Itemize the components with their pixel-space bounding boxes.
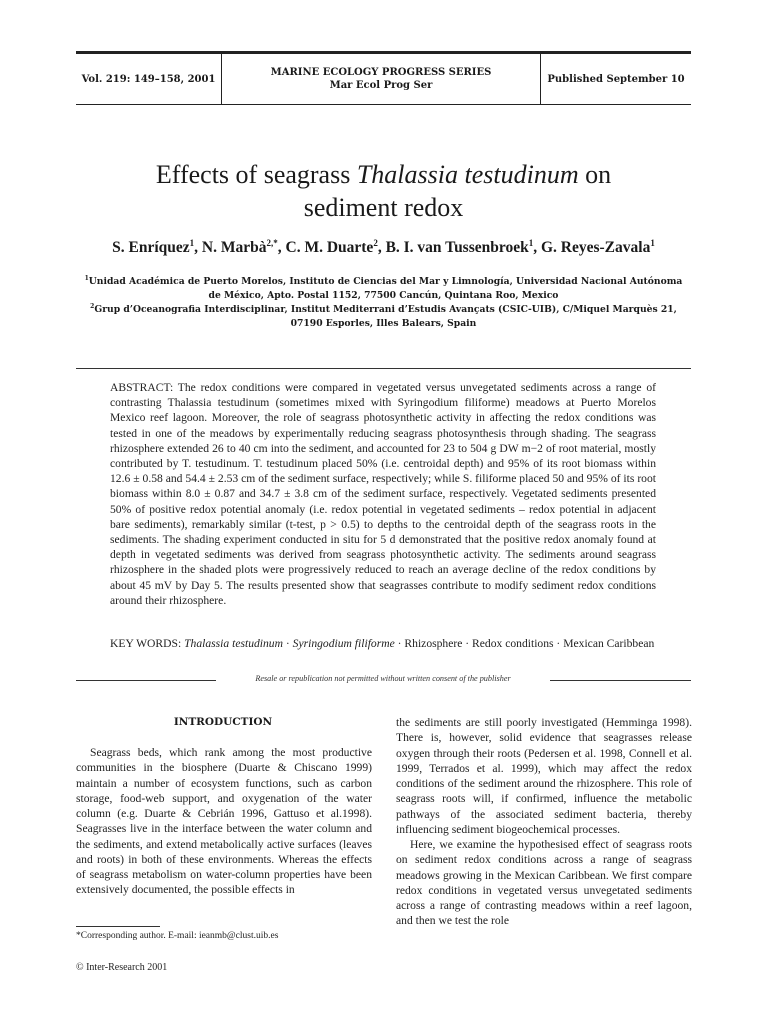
footnote-rule: [76, 926, 160, 927]
title-line-2: sediment redox: [303, 193, 464, 222]
resale-rule-right: [550, 680, 691, 681]
keyword: Syringodium filiforme: [292, 637, 395, 650]
resale-rule-left: [76, 680, 216, 681]
corresponding-author-footnote: *Corresponding author. E-mail: ieanmb@clust.uib.es: [76, 931, 279, 941]
publish-date: Published September 10: [547, 73, 685, 85]
article-title: [76, 158, 691, 224]
keywords: KEY WORDS: Thalassia testudinum · Syringodium filiforme · Rhizosphere · Redox conditions · Mexican Caribbean: [110, 637, 655, 650]
section-heading-introduction: INTRODUCTION: [173, 716, 273, 728]
intro-paragraph-2: the sediments are still poorly investigated (Hemminga 1998). There is, however, solid evidence that seagrasses release oxygen through their roots (Pedersen et al. 1998, Connell et al. 1999, Terrados et al. 1999), which may affect the redox conditions of the sediment around the rhizosphere. This role of seagrass roots will, if confirmed, influence the metabolic pathways of the associated sediment bacteria, thereby influencing sediment biogeochemical processes.: [396, 716, 692, 836]
series-info: [222, 54, 541, 104]
author: B. I. van Tussenbroek$^1$: [385, 238, 534, 257]
right-column: [396, 715, 692, 929]
abstract-top-rule: [76, 368, 691, 369]
left-column: [76, 745, 372, 898]
intro-paragraph-3: Here, we examine the hypothesised effect of seagrass roots on sediment redox conditions across a range of seagrass meadows growing in the Mexican Caribbean. We first compare redox conditions in vegetated versus unvegetated sediments across a range of contrasting meadows within a reef lagoon, and then we test the role: [396, 838, 692, 928]
author-list: S. Enríquez$^1$, N. Marbà$^{2,*}$, C. M. Duarte$^2$, B. I. van Tussenbroek$^1$, G. Reyes-Zavala$^1$: [112, 238, 655, 257]
resale-notice: Resale or republication not permitted without written consent of the publisher: [255, 674, 511, 683]
series-name: MARINE ECOLOGY PROGRESS SERIES: [270, 67, 492, 78]
author: G. Reyes-Zavala$^1$: [540, 238, 655, 257]
abstract: ABSTRACT: The redox conditions were compared in vegetated versus unvegetated sediments across a range of contrasting Thalassia testudinum (sometimes mixed with Syringodium filiforme) meadows at Puerto Morelos Mexico reef lagoon. Moreover, the role of seagrass photosynthetic activity in affecting the redox conditions was tested in one of the meadows by experimentally reducing seagrass photosynthesis through shading. The seagrass rhizosphere extended 26 to 40 cm into the sediment, and accounted for 23 to 504 g DW m−2 of root material, mostly contributed by T. testudinum. T. testudinum placed 50% (i.e. centroidal depth) and 95% of its root biomass within 12.6 ± 0.58 and 54.4 ± 2.53 cm of the sediment surface, respectively; while S. filiforme placed 50 and 95% of its root biomass within 8.0 ± 0.87 and 34.7 ± 3.8 cm of the sediment surface, respectively. Vegetated sediments presented 50% of positive redox potential anomaly (i.e. redox potential in vegetated sediments – redox potential in adjacent bare sediments), remarkably similar (t-test, p > 0.5) to depths to the centroidal depth of the seagrass roots in the sediments. The shading experiment conducted in situ for 5 d demonstrated that the positive redox anomaly found at depth in vegetated sediments was derived from seagrass photosynthetic activity. The sediments around seagrass rhizosphere in the shaded plots were progressively reduced to reach an average decline of the redox conditions by about 45 mV by Day 5. The results presented show that seagrasses contribute to modify sediment redox conditions around their rhizosphere.: [110, 381, 656, 607]
volume-info: Vol. 219: 149–158, 2001: [76, 54, 222, 104]
keyword: Mexican Caribbean: [563, 637, 655, 650]
keyword: Redox conditions: [472, 637, 554, 650]
title-species: Thalassia testudinum: [356, 160, 579, 189]
copyright: © Inter-Research 2001: [76, 962, 168, 973]
intro-paragraph-1: Seagrass beds, which rank among the most productive communities in the biosphere (Duarte & Chiscano 1999) maintain a number of ecosystem functions, such as carbon storage, food-web support, and oxygenation of the water column (e.g. Duarte & Cebrián 1996, Gattuso et al.1998). Seagrasses live in the interface between the water column and the sediments, and extend metabolically active surfaces (leaves and roots) in both of these environments. Whereas the effects of seagrass metabolism on water-column properties have been extensively documented, the possible effects in: [76, 746, 372, 897]
affiliation-2: $^2$Grup d’Oceanografia Interdisciplinar, Institut Mediterrani d’Estudis Avançats (CSIC-UIB), C/Miquel Marquès 21, 07190 Esporles, Illes Balears, Spain: [90, 303, 677, 330]
keywords-label: KEY WORDS:: [110, 637, 182, 650]
author: S. Enríquez$^1$: [112, 238, 195, 257]
title-part: Effects of seagrass: [155, 160, 357, 189]
keyword: Thalassia testudinum: [184, 637, 283, 650]
affiliation-1: $^1$Unidad Académica de Puerto Morelos, Instituto de Ciencias del Mar y Limnología, Universidad Nacional Autónoma de México, Apto. Postal 1152, 77500 Cancún, Quintana Roo, Mexico: [84, 275, 683, 302]
keyword: Rhizosphere: [404, 637, 463, 650]
title-part: on: [578, 160, 612, 189]
author: N. Marbà$^{2,*}$: [201, 238, 278, 257]
author: C. M. Duarte$^2$: [285, 238, 378, 257]
journal-header: [76, 51, 691, 105]
series-abbrev: Mar Ecol Prog Ser: [329, 80, 433, 91]
